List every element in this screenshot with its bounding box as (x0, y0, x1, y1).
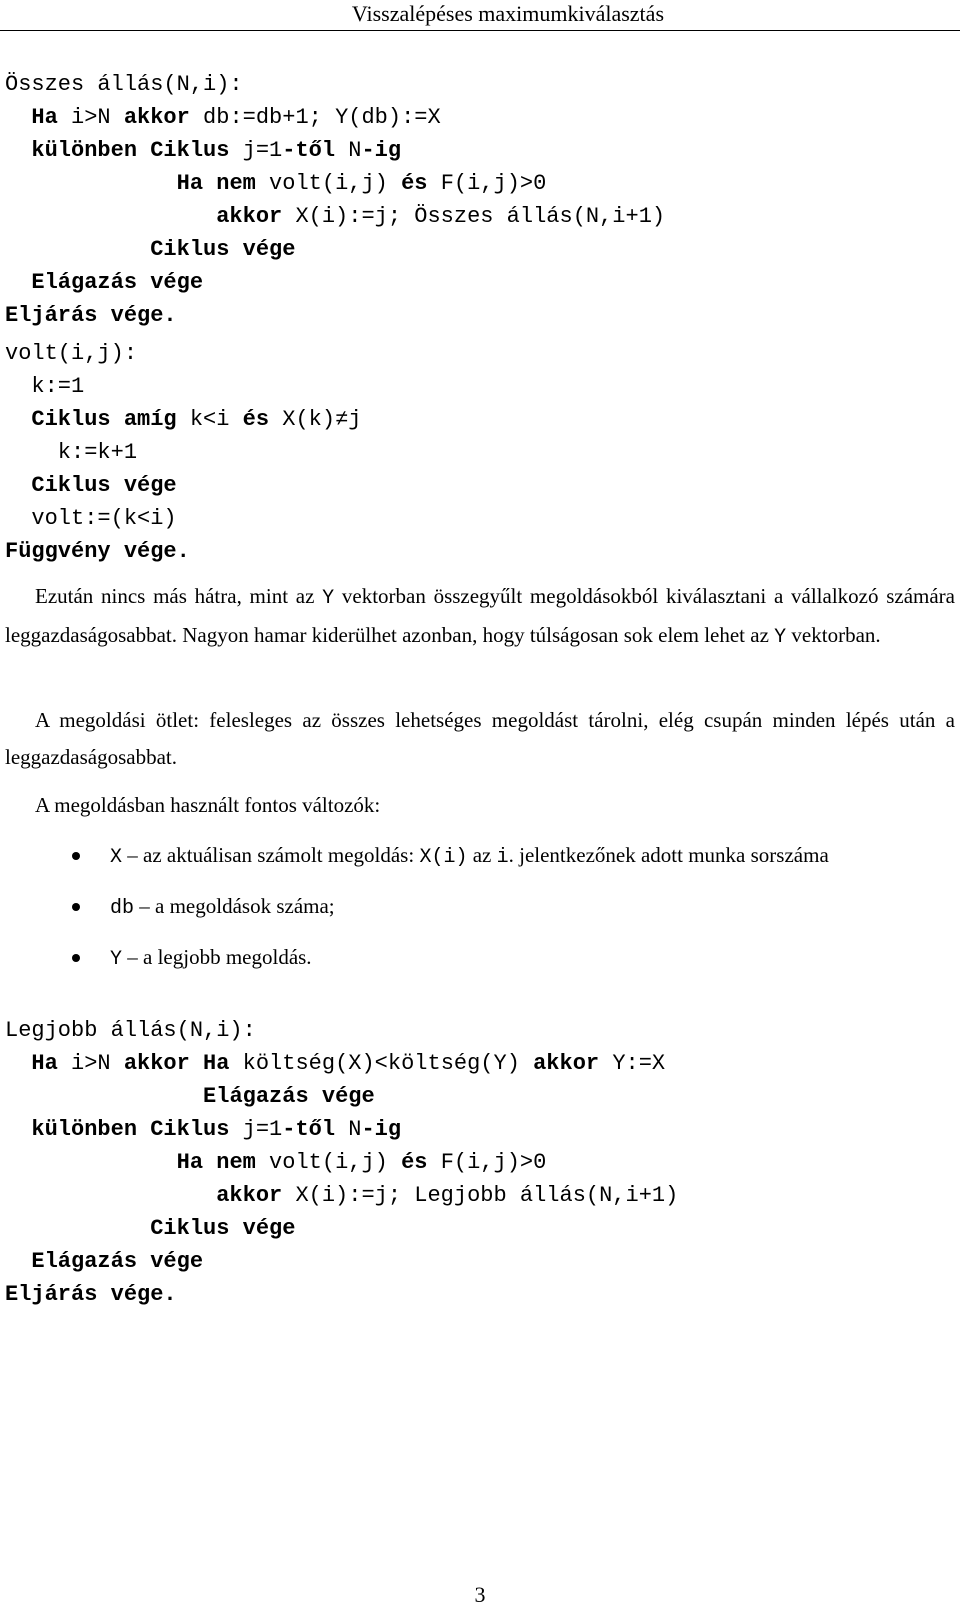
code-text: F(i,j)>0 (427, 1150, 547, 1175)
code-keyword: és (401, 171, 428, 196)
list-item (0, 837, 950, 876)
paragraph-text: A megoldási ötlet: felesleges az összes lehetséges megoldást tárolni, elég csupán minden lépés után a leggazdaságosabbat. (5, 708, 955, 769)
code-line (5, 535, 955, 568)
code-text: F(i,j)>0 (427, 171, 547, 196)
inline-code: i (496, 846, 509, 869)
inline-code: X (110, 846, 123, 869)
code-text (5, 1084, 203, 1109)
code-keyword: akkor (216, 1183, 283, 1208)
code-line (5, 233, 955, 266)
code-text: volt(i,j): (5, 341, 138, 366)
code-line (5, 1113, 955, 1146)
bullet-icon (72, 903, 80, 911)
paragraph-idea (5, 702, 955, 776)
list-item-text: az (467, 843, 497, 867)
paragraph-text: vektorban összegyűlt megoldásokból kiválasztani a vállalkozó számára leggazdaságosabbat. Nagyon hamar kiderülhet azonban, hogy túlságosan sok elem lehet az (5, 584, 955, 647)
code-line (5, 1278, 955, 1311)
paragraph-intro (5, 578, 955, 656)
code-keyword: Ha (31, 105, 58, 130)
code-keyword: akkor Ha (123, 1051, 230, 1076)
inline-code: db (110, 897, 135, 920)
code-text (5, 1117, 31, 1142)
code-text: Összes állás(N,i): (5, 72, 243, 97)
code-line (5, 403, 955, 436)
code-keyword: Elágazás vége (31, 1249, 204, 1274)
code-keyword: akkor (533, 1051, 600, 1076)
code-line (5, 337, 955, 370)
code-block-volt (5, 337, 955, 568)
code-keyword: -ig (361, 1117, 402, 1142)
code-keyword: akkor (123, 105, 190, 130)
code-keyword: -től (282, 1117, 336, 1142)
code-text (5, 171, 177, 196)
code-text (5, 270, 31, 295)
list-item (0, 939, 950, 978)
code-line (5, 101, 955, 134)
code-text: N (335, 1117, 362, 1142)
code-text: Legjobb állás(N,i): (5, 1018, 256, 1043)
code-text (5, 105, 31, 130)
inline-code: Y (110, 948, 123, 971)
code-keyword: különben Ciklus (31, 1117, 230, 1142)
code-text: X(i):=j; Összes állás(N,i+1) (282, 204, 666, 229)
code-keyword: -ig (361, 138, 402, 163)
code-keyword: Ha nem (176, 171, 256, 196)
code-keyword: Ciklus vége (150, 237, 296, 262)
code-text: k:=k+1 (5, 440, 138, 465)
paragraph-text: A megoldásban használt fontos változók: (35, 793, 381, 817)
code-keyword: és (401, 1150, 428, 1175)
code-line (5, 436, 955, 469)
code-line (5, 1047, 955, 1080)
header-title: Visszalépéses maximumkiválasztás (351, 1, 664, 26)
code-line (5, 1014, 955, 1047)
code-keyword: Elágazás vége (31, 270, 204, 295)
paragraph-variables-intro (5, 787, 955, 824)
code-keyword: különben Ciklus (31, 138, 230, 163)
code-keyword: Ciklus vége (150, 1216, 296, 1241)
code-text: N (335, 138, 362, 163)
code-text: k<i (176, 407, 243, 432)
paragraph-text: vektorban. (786, 623, 881, 647)
code-line (5, 1146, 955, 1179)
code-line (5, 266, 955, 299)
code-text: költség(X)<költség(Y) (229, 1051, 534, 1076)
code-block-osszes-allas (5, 68, 955, 332)
code-text: db:=db+1; Y(db):=X (189, 105, 441, 130)
code-text: Y:=X (599, 1051, 666, 1076)
code-text: volt:=(k<i) (5, 506, 177, 531)
code-text (5, 1051, 31, 1076)
code-text (5, 407, 31, 432)
code-text (5, 237, 150, 262)
list-item-text: . jelentkezőnek adott munka sorszáma (508, 843, 829, 867)
code-text: k:=1 (5, 374, 85, 399)
code-line (5, 200, 955, 233)
code-text: X(i):=j; Legjobb állás(N,i+1) (282, 1183, 679, 1208)
code-line (5, 1080, 955, 1113)
list-item-text: – a legjobb megoldás. (122, 945, 312, 969)
code-text: X(k)≠j (269, 407, 362, 432)
code-keyword: Eljárás vége. (5, 1282, 177, 1307)
code-line (5, 370, 955, 403)
code-text (5, 473, 31, 498)
inline-code: Y (774, 626, 787, 649)
inline-code: Y (322, 587, 335, 610)
code-keyword: Eljárás vége. (5, 303, 177, 328)
code-line (5, 1179, 955, 1212)
code-keyword: -től (282, 138, 336, 163)
code-text: volt(i,j) (255, 171, 402, 196)
page-number: 3 (474, 1582, 486, 1607)
code-line (5, 134, 955, 167)
paragraph-text: Ezután nincs más hátra, mint az (35, 584, 323, 608)
code-line (5, 502, 955, 535)
page-header (0, 0, 960, 31)
code-block-legjobb-allas (5, 1014, 955, 1311)
inline-code: X(i) (419, 846, 468, 869)
code-line (5, 1212, 955, 1245)
variable-list (0, 843, 960, 978)
code-line (5, 68, 955, 101)
code-keyword: Ciklus amíg (31, 407, 177, 432)
code-keyword: Ha nem (176, 1150, 256, 1175)
code-text (5, 1216, 150, 1241)
code-keyword: Ciklus vége (31, 473, 177, 498)
code-keyword: és (242, 407, 270, 432)
code-text: volt(i,j) (255, 1150, 402, 1175)
code-keyword: akkor (216, 204, 283, 229)
code-text: i>N (57, 1051, 124, 1076)
code-text (5, 1183, 216, 1208)
list-item-text: – az aktuálisan számolt megoldás: (122, 843, 420, 867)
code-text: i>N (57, 105, 124, 130)
list-item (0, 888, 950, 927)
code-text: j=1 (229, 138, 283, 163)
code-line (5, 299, 955, 332)
code-line (5, 1245, 955, 1278)
code-keyword: Függvény vége. (5, 539, 190, 564)
code-text (5, 1249, 31, 1274)
bullet-icon (72, 954, 80, 962)
code-line (5, 167, 955, 200)
code-keyword: Elágazás vége (203, 1084, 375, 1109)
code-text (5, 204, 216, 229)
code-keyword: Ha (31, 1051, 58, 1076)
list-item-text: – a megoldások száma; (134, 894, 335, 918)
code-text (5, 138, 31, 163)
bullet-icon (72, 852, 80, 860)
code-line (5, 469, 955, 502)
code-text: j=1 (229, 1117, 283, 1142)
code-text (5, 1150, 177, 1175)
